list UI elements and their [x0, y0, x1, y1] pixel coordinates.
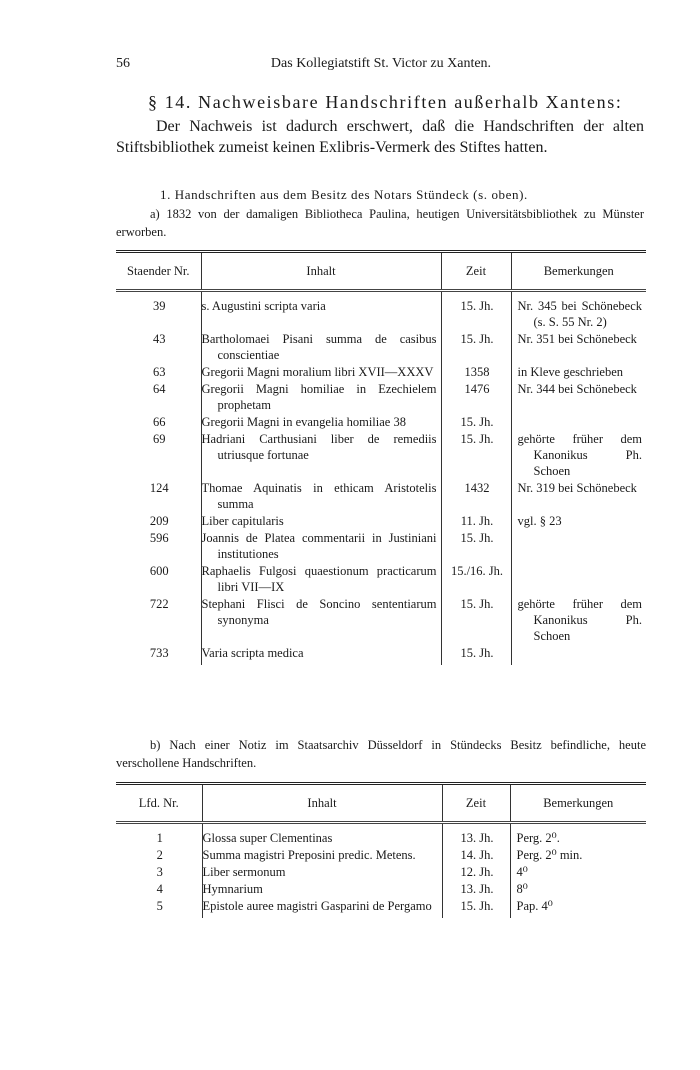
- cell-bemerkungen: [511, 414, 646, 431]
- cell-inhalt: Hymnarium: [202, 881, 442, 898]
- table-row: [116, 364, 646, 381]
- page-header: [116, 56, 646, 76]
- cell-inhalt: Gregorii Magni in evangelia homiliae 38: [201, 414, 441, 431]
- cell-zeit: 15. Jh.: [441, 530, 511, 563]
- column-header-nr: Staender Nr.: [127, 263, 190, 278]
- cell-zeit: 1358: [441, 364, 511, 381]
- cell-zeit: 1476: [441, 381, 511, 414]
- cell-zeit: 15. Jh.: [441, 291, 511, 332]
- cell-zeit: 15. Jh.: [441, 414, 511, 431]
- cell-number: 66: [153, 415, 166, 429]
- cell-bemerkungen: Perg. 2⁰ min.: [510, 847, 646, 864]
- cell-zeit: 15. Jh.: [441, 596, 511, 645]
- cell-bemerkungen: Nr. 351 bei Schönebeck: [511, 331, 646, 364]
- cell-bemerkungen: Perg. 2⁰.: [510, 823, 646, 848]
- cell-bemerkungen: Nr. 319 bei Schönebeck: [511, 480, 646, 513]
- cell-bemerkungen: vgl. § 23: [511, 513, 646, 530]
- table-row: [116, 563, 646, 596]
- cell-inhalt: s. Augustini scripta varia: [201, 291, 441, 332]
- column-header-bemerkungen: Bemerkungen: [510, 784, 646, 823]
- cell-number: 43: [153, 332, 166, 346]
- table-row: [116, 331, 646, 364]
- subsection-a-text: a) 1832 von der damaligen Bibliotheca Paulina, heutigen Universitätsbibliothek zu Münster erworben.: [116, 207, 644, 239]
- cell-bemerkungen: Nr. 345 bei Schönebeck (s. S. 55 Nr. 2): [511, 291, 646, 332]
- cell-zeit: 12. Jh.: [442, 864, 510, 881]
- cell-inhalt: Liber sermonum: [202, 864, 442, 881]
- cell-inhalt: Hadriani Carthusiani liber de remediis utriusque fortunae: [201, 431, 441, 480]
- table-row: [116, 881, 646, 898]
- table-row: [116, 431, 646, 480]
- cell-number: 3: [156, 865, 163, 879]
- cell-inhalt: Liber capitularis: [201, 513, 441, 530]
- cell-number: 1: [156, 831, 163, 845]
- cell-bemerkungen: in Kleve geschrieben: [511, 364, 646, 381]
- cell-inhalt: Summa magistri Preposini predic. Metens.: [202, 847, 442, 864]
- cell-bemerkungen: [511, 530, 646, 563]
- column-header-zeit: Zeit: [442, 784, 510, 823]
- cell-bemerkungen: Nr. 344 bei Schönebeck: [511, 381, 646, 414]
- manuscripts-table-b: [116, 782, 646, 918]
- table-header-row: [116, 252, 646, 291]
- cell-zeit: 13. Jh.: [442, 823, 510, 848]
- cell-inhalt: Epistole auree magistri Gasparini de Pergamo: [202, 898, 442, 918]
- cell-number: 64: [153, 382, 166, 396]
- table-row: [116, 864, 646, 881]
- cell-number: 2: [156, 848, 163, 862]
- cell-zeit: 15. Jh.: [441, 431, 511, 480]
- cell-inhalt: Joannis de Platea commentarii in Justiniani institutiones: [201, 530, 441, 563]
- subsection-b-text: b) Nach einer Notiz im Staatsarchiv Düsseldorf in Stündecks Besitz befindliche, heute verschollene Handschriften.: [116, 738, 646, 770]
- cell-bemerkungen: gehörte früher dem Kanonikus Ph. Schoen: [511, 431, 646, 480]
- running-title: Das Kollegiatstift St. Victor zu Xanten.: [270, 56, 492, 71]
- cell-bemerkungen: gehörte früher dem Kanonikus Ph. Schoen: [511, 596, 646, 645]
- column-header-zeit: Zeit: [441, 252, 511, 291]
- cell-zeit: 15. Jh.: [442, 898, 510, 918]
- cell-zeit: 13. Jh.: [442, 881, 510, 898]
- cell-zeit: 15./16. Jh.: [441, 563, 511, 596]
- cell-inhalt: Raphaelis Fulgosi quaestionum practicarum libri VII—IX: [201, 563, 441, 596]
- cell-number: 722: [149, 597, 169, 611]
- column-header-bemerkungen: Bemerkungen: [511, 252, 646, 291]
- cell-bemerkungen: 4⁰: [510, 864, 646, 881]
- cell-inhalt: Stephani Flisci de Soncino sententiarum synonyma: [201, 596, 441, 645]
- intro-paragraph: Der Nachweis ist dadurch erschwert, daß die Handschriften der alten Stiftsbibliothek zumeist keinen Exlibris-Vermerk des Stiftes hatten.: [116, 118, 644, 156]
- table-row: [116, 480, 646, 513]
- cell-number: 596: [149, 531, 169, 545]
- table-row: [116, 513, 646, 530]
- cell-bemerkungen: [511, 563, 646, 596]
- manuscripts-table-a: [116, 250, 646, 665]
- cell-number: 69: [153, 432, 166, 446]
- table-row: [116, 530, 646, 563]
- cell-inhalt: Varia scripta medica: [201, 645, 441, 665]
- cell-number: 4: [156, 882, 163, 896]
- table-row: [116, 381, 646, 414]
- table-header-row: [116, 784, 646, 823]
- cell-number: 733: [149, 646, 169, 660]
- cell-number: 39: [153, 299, 166, 313]
- cell-inhalt: Bartholomaei Pisani summa de casibus conscientiae: [201, 331, 441, 364]
- table-row: [116, 291, 646, 332]
- cell-inhalt: Gregorii Magni homiliae in Ezechielem prophetam: [201, 381, 441, 414]
- table-row: [116, 823, 646, 848]
- cell-inhalt: Thomae Aquinatis in ethicam Aristotelis summa: [201, 480, 441, 513]
- cell-bemerkungen: [511, 645, 646, 665]
- cell-zeit: 14. Jh.: [442, 847, 510, 864]
- cell-number: 209: [149, 514, 169, 528]
- cell-bemerkungen: 8⁰: [510, 881, 646, 898]
- cell-zeit: 11. Jh.: [441, 513, 511, 530]
- cell-bemerkungen: Pap. 4⁰: [510, 898, 646, 918]
- cell-inhalt: Gregorii Magni moralium libri XVII—XXXV: [201, 364, 441, 381]
- cell-number: 63: [153, 365, 166, 379]
- table-row: [116, 645, 646, 665]
- column-header-inhalt: Inhalt: [201, 252, 441, 291]
- table-row: [116, 596, 646, 645]
- page-number: 56: [116, 56, 130, 71]
- column-header-nr: Lfd. Nr.: [138, 795, 179, 810]
- cell-number: 5: [156, 899, 163, 913]
- cell-zeit: 15. Jh.: [441, 331, 511, 364]
- subsection-heading-1: 1. Handschriften aus dem Besitz des Notars Stündeck (s. oben).: [160, 187, 528, 202]
- cell-number: 124: [149, 481, 169, 495]
- cell-zeit: 15. Jh.: [441, 645, 511, 665]
- table-row: [116, 847, 646, 864]
- cell-zeit: 1432: [441, 480, 511, 513]
- table-row: [116, 898, 646, 918]
- section-title: § 14. Nachweisbare Handschriften außerhalb Xantens:: [148, 92, 623, 112]
- cell-inhalt: Glossa super Clementinas: [202, 823, 442, 848]
- cell-number: 600: [149, 564, 169, 578]
- table-row: [116, 414, 646, 431]
- column-header-inhalt: Inhalt: [202, 784, 442, 823]
